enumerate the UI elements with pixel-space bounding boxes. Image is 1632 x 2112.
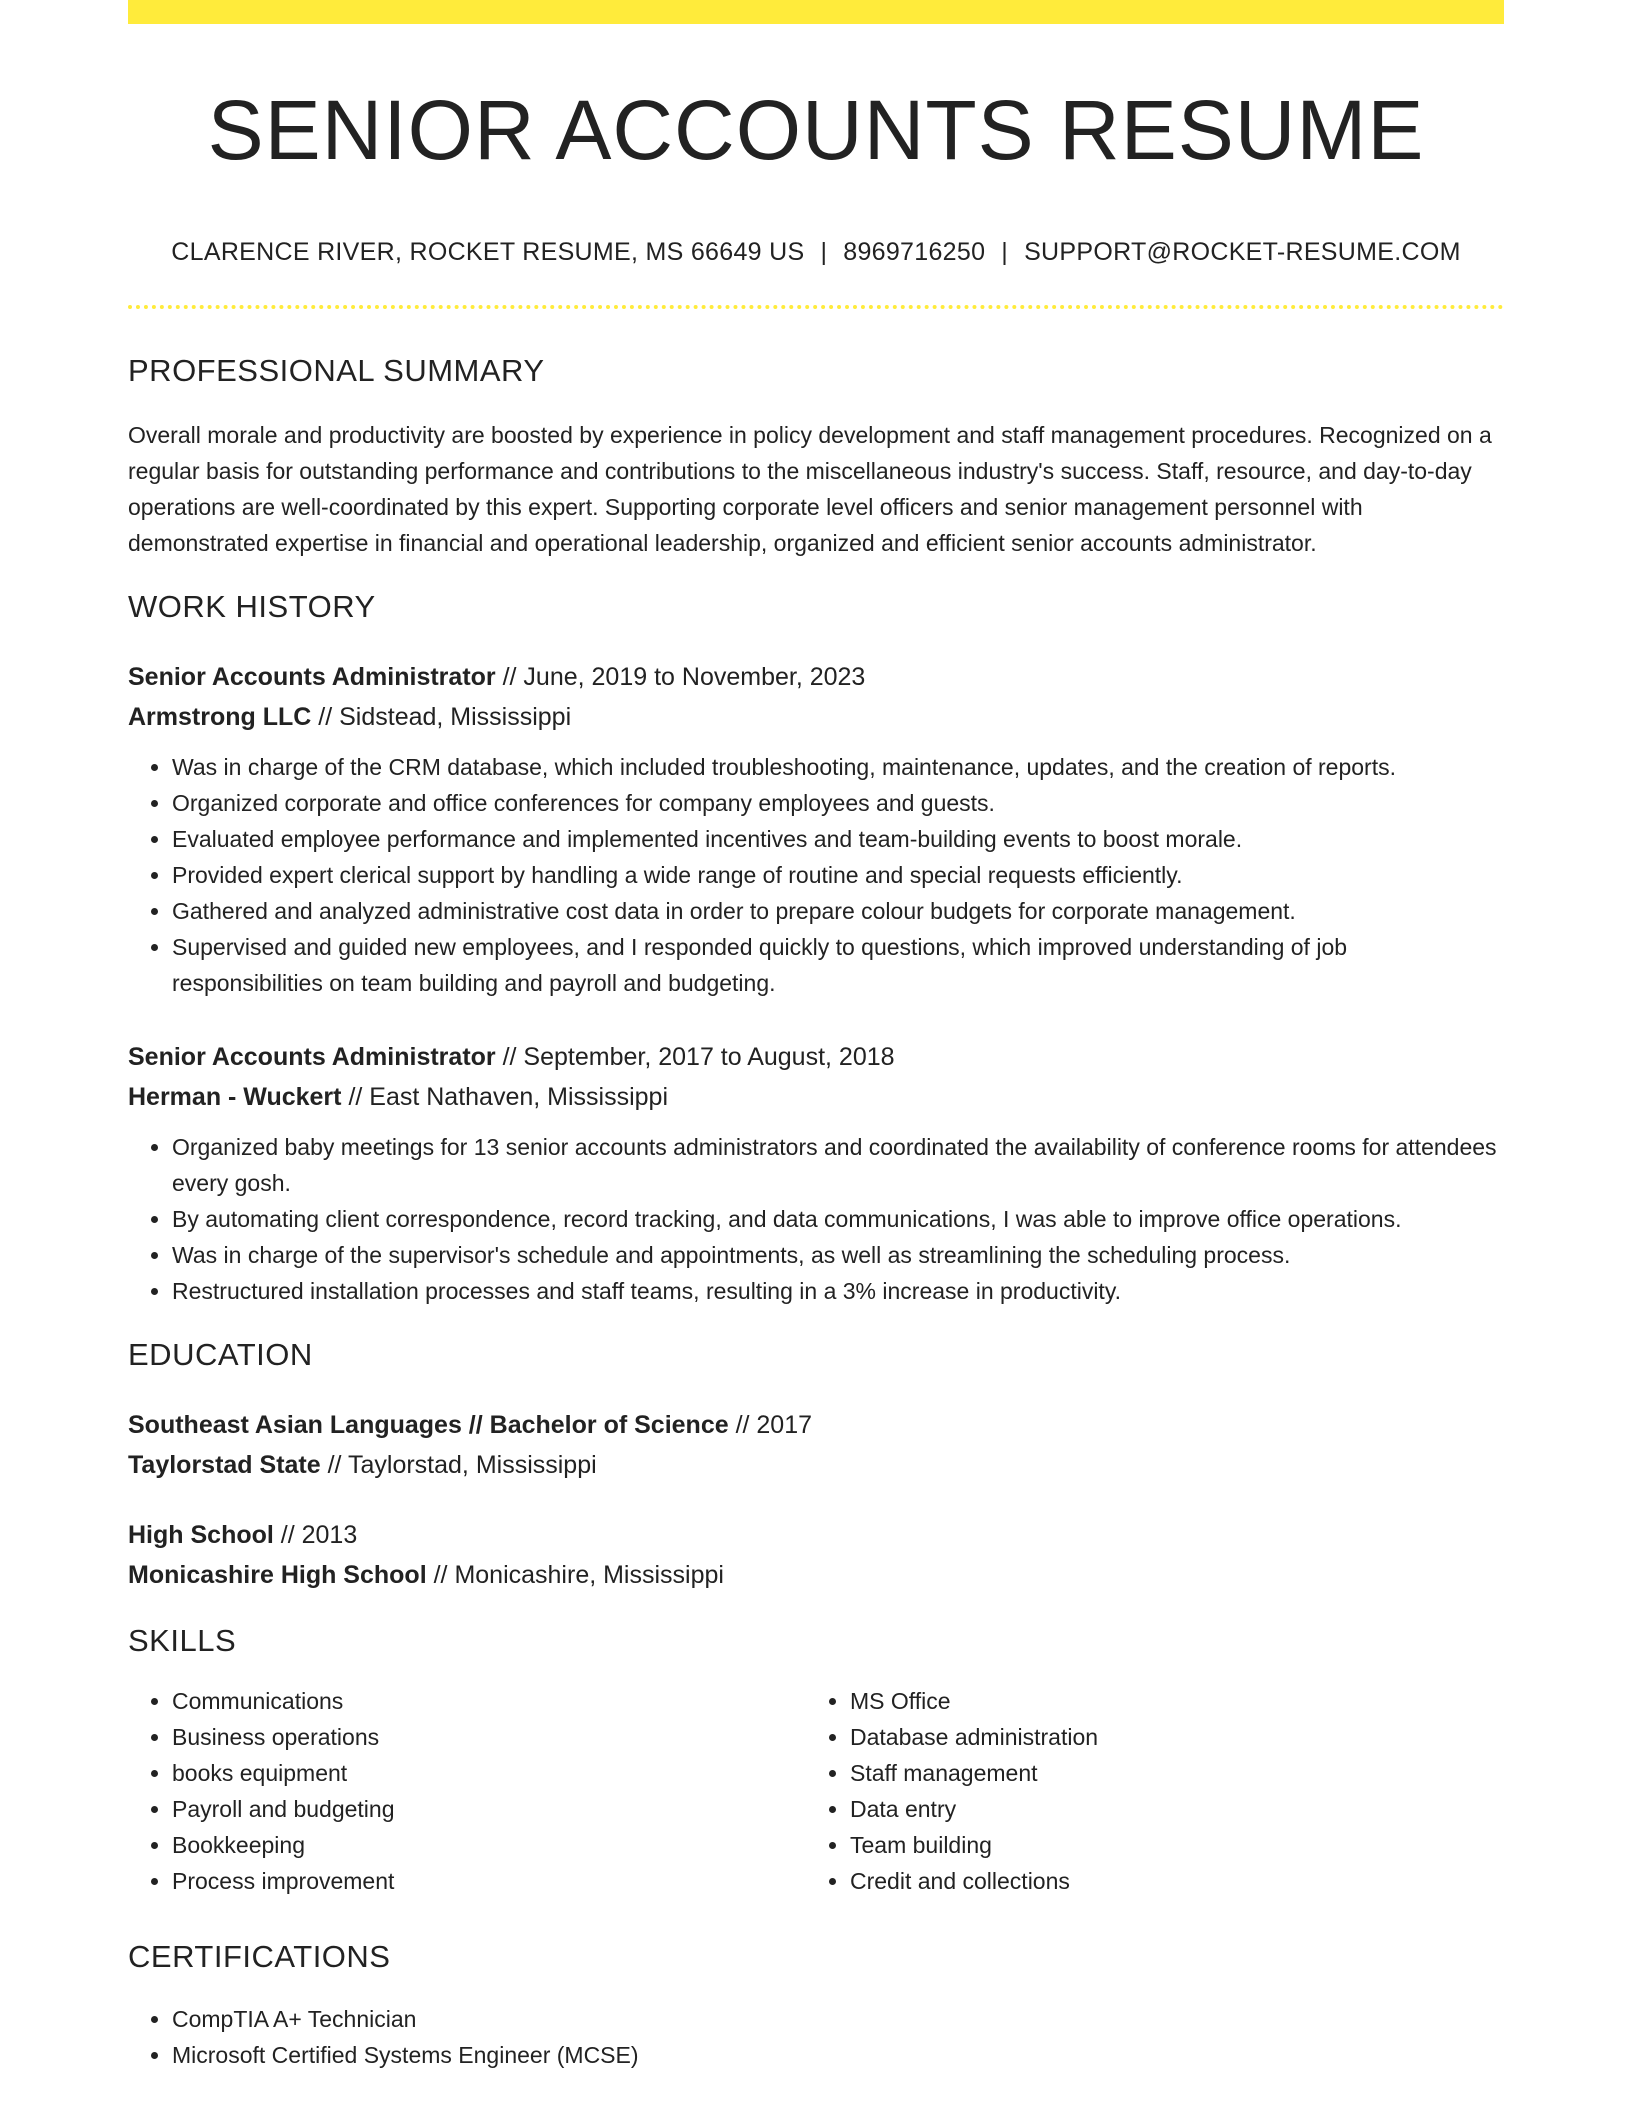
contact-line bbox=[128, 238, 1504, 267]
job-company-line bbox=[128, 697, 1504, 737]
job-title-line bbox=[128, 657, 1504, 697]
skill-item: • Bookkeeping bbox=[172, 1827, 806, 1863]
contact-email: SUPPORT@ROCKET-RESUME.COM bbox=[1024, 238, 1461, 267]
contact-separator: | bbox=[1001, 238, 1009, 267]
skill-item: • Data entry bbox=[850, 1791, 1484, 1827]
education-school-line bbox=[128, 1555, 1504, 1595]
education-degree-line bbox=[128, 1405, 1504, 1445]
list-item: • Organized baby meetings for 13 senior accounts administrators and coordinated the availability of conference rooms for attendees every gosh. bbox=[172, 1129, 1504, 1201]
education-degree-line bbox=[128, 1515, 1504, 1555]
skills-list-right bbox=[806, 1683, 1484, 1899]
skill-item: • MS Office bbox=[850, 1683, 1484, 1719]
job-entry bbox=[128, 657, 1504, 1001]
education-location: // Taylorstad, Mississippi bbox=[320, 1451, 597, 1480]
job-dates: // September, 2017 to August, 2018 bbox=[495, 1043, 895, 1072]
job-location: // East Nathaven, Mississippi bbox=[341, 1083, 669, 1112]
summary-text: Overall morale and productivity are boosted by experience in policy development and staff management procedures. Recognized on a regular basis for outstanding performance and contributions to the miscellaneous industry's success. Staff, resource, and day-to-day operations are well-coordinated by this expert. Supporting corporate level officers and senior management personnel with demonstrated expertise in financial and operational leadership, organized and efficient senior accounts administrator. bbox=[128, 422, 1492, 557]
education-school: Monicashire High School bbox=[128, 1561, 427, 1590]
skill-item: • Process improvement bbox=[172, 1863, 806, 1899]
job-location: // Sidstead, Mississippi bbox=[311, 703, 572, 732]
list-item: • Evaluated employee performance and implemented incentives and team-building events to boost morale. bbox=[172, 821, 1504, 857]
list-item: • By automating client correspondence, record tracking, and data communications, I was able to improve office operations. bbox=[172, 1201, 1504, 1237]
education-degree: High School bbox=[128, 1521, 274, 1550]
section-heading-skills: SKILLS bbox=[128, 1623, 237, 1659]
skills-list-left bbox=[128, 1683, 806, 1899]
list-item: • Provided expert clerical support by handling a wide range of routine and special requests efficiently. bbox=[172, 857, 1504, 893]
certification-item: • CompTIA A+ Technician bbox=[172, 2001, 1504, 2037]
education-year: // 2013 bbox=[273, 1521, 358, 1550]
job-bullets bbox=[128, 1129, 1504, 1309]
list-item: • Was in charge of the CRM database, which included troubleshooting, maintenance, updates, and the creation of reports. bbox=[172, 749, 1504, 785]
dotted-divider bbox=[128, 305, 1504, 309]
job-dates: // June, 2019 to November, 2023 bbox=[495, 663, 866, 692]
job-title-line bbox=[128, 1037, 1504, 1077]
job-bullets bbox=[128, 749, 1504, 1001]
section-heading-work-history: WORK HISTORY bbox=[128, 589, 376, 625]
skill-item: • Payroll and budgeting bbox=[172, 1791, 806, 1827]
skill-item: • Communications bbox=[172, 1683, 806, 1719]
list-item: • Restructured installation processes and staff teams, resulting in a 3% increase in productivity. bbox=[172, 1273, 1504, 1309]
job-title: Senior Accounts Administrator bbox=[128, 663, 496, 692]
list-item: • Supervised and guided new employees, and I responded quickly to questions, which improved understanding of job responsibilities on team building and payroll and budgeting. bbox=[172, 929, 1504, 1001]
education-entry bbox=[128, 1515, 1504, 1595]
certification-item: • Microsoft Certified Systems Engineer (MCSE) bbox=[172, 2037, 1504, 2073]
education-location: // Monicashire, Mississippi bbox=[426, 1561, 724, 1590]
education-year: // 2017 bbox=[728, 1411, 813, 1440]
education-entry bbox=[128, 1405, 1504, 1485]
contact-phone: 8969716250 bbox=[843, 238, 986, 267]
skill-item: • Credit and collections bbox=[850, 1863, 1484, 1899]
section-heading-certifications: CERTIFICATIONS bbox=[128, 1939, 391, 1975]
skill-item: • Database administration bbox=[850, 1719, 1484, 1755]
job-entry bbox=[128, 1037, 1504, 1309]
skill-item: • Staff management bbox=[850, 1755, 1484, 1791]
section-heading-education: EDUCATION bbox=[128, 1337, 313, 1373]
list-item: • Organized corporate and office conferences for company employees and guests. bbox=[172, 785, 1504, 821]
skill-item: • Team building bbox=[850, 1827, 1484, 1863]
resume-page bbox=[128, 0, 1504, 2073]
job-company: Herman - Wuckert bbox=[128, 1083, 342, 1112]
education-school-line bbox=[128, 1445, 1504, 1485]
education-school: Taylorstad State bbox=[128, 1451, 321, 1480]
contact-separator: | bbox=[820, 238, 828, 267]
skill-item: • Business operations bbox=[172, 1719, 806, 1755]
job-company: Armstrong LLC bbox=[128, 703, 312, 732]
accent-bar bbox=[128, 0, 1504, 24]
list-item: • Gathered and analyzed administrative cost data in order to prepare colour budgets for corporate management. bbox=[172, 893, 1504, 929]
certifications-list bbox=[128, 2001, 1504, 2073]
list-item: • Was in charge of the supervisor's schedule and appointments, as well as streamlining the scheduling process. bbox=[172, 1237, 1504, 1273]
resume-title: SENIOR ACCOUNTS RESUME bbox=[207, 83, 1425, 177]
job-company-line bbox=[128, 1077, 1504, 1117]
section-heading-summary: PROFESSIONAL SUMMARY bbox=[128, 353, 545, 389]
contact-address: CLARENCE RIVER, ROCKET RESUME, MS 66649 US bbox=[171, 238, 805, 267]
skill-item: • books equipment bbox=[172, 1755, 806, 1791]
job-title: Senior Accounts Administrator bbox=[128, 1043, 496, 1072]
education-degree: Southeast Asian Languages // Bachelor of Science bbox=[128, 1411, 729, 1440]
skills-grid bbox=[128, 1683, 1504, 1899]
